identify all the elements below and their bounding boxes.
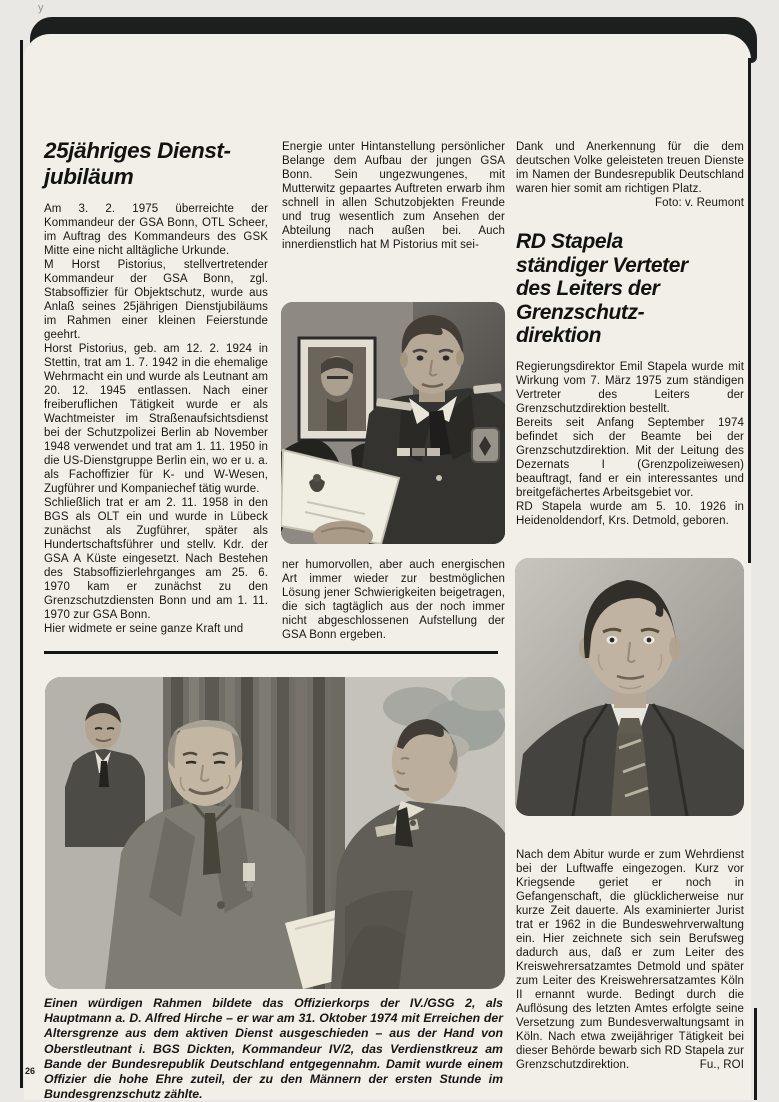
paragraph: Bereits seit Anfang September 1974 befindet sich der Beamte bei der Grenzschutzdirektion. Mit der Leitung des Dezernats I (Grenzpolizeiwesen) beauftragt, fand er ein interessantes und breitgefächertes Arbeitsgebiet vor. — [516, 416, 744, 499]
pistorius-certificate-photo — [281, 302, 505, 544]
paragraph: ner humorvollen, aber auch energischen Art immer wieder zur bestmöglichen Lösung jener Schwierigkeiten beigetragen, die sich tagtäglich aus der noch immer nicht abgeschlossenen Aufstellung der GSA Bonn ergeben. — [282, 559, 505, 641]
stapela-portrait-art — [515, 558, 744, 816]
article-title-jubilaeum — [44, 138, 268, 190]
pencil-mark: y — [38, 2, 44, 14]
paragraph: Hier widmete er seine ganze Kraft und — [44, 623, 244, 635]
closing-text: Dank und Anerkennung für die dem deutschen Volke geleisteten treuen Dienste im Namen der Bundesrepublik Deutschland waren hier somit am richtigen Platz. — [516, 141, 744, 195]
title-line: 25jähriges Dienst- — [44, 138, 231, 163]
photo-caption — [44, 996, 503, 1102]
paragraph: M Horst Pistorius, stellvertretender Kommandeur der GSA Bonn, zgl. Stabsoffizier für Objektschutz, wurde aus Anlaß seines 25jährigen Dienstjubiläums im Rahmen einer kleinen Feierstunde geehrt. — [44, 259, 268, 341]
page-left-border — [20, 40, 23, 1088]
title-line: Grenzschutz- — [516, 300, 645, 324]
title-line: direktion — [516, 324, 602, 347]
page-right-border-top — [748, 58, 751, 563]
column-right — [516, 140, 744, 528]
article-title-stapela — [516, 230, 744, 348]
paragraph: RD Stapela wurde am 5. 10. 1926 in Heidenoldendorf, Krs. Detmold, geboren. — [516, 500, 744, 527]
paragraph: Schließlich trat er am 2. 11. 1958 in den BGS als OLT ein und wurde in Lübeck zunächst als Zugführer, später als Hundertschaftsführer und stellv. Kdr. der GSA A Küste eingesetzt. Nach Bestehen des Stabsoffizierlehrganges am 25. 6. 1970 kam er zunächst zu den Grenzschutzdiensten Bonn und am 1. 11. 1970 zur GSA Bonn. — [44, 497, 268, 621]
title-line: des Leiters der — [516, 277, 660, 300]
caption-text: Einen würdigen Rahmen bildete das Offizierkorps der IV./GSG 2, als Hauptmann a. D. Alfred Hirche – er war am 31. Oktober 1974 mit Erreichen der Altersgrenze aus dem aktiven Dienst ausgeschieden – aus der Hand von Oberstleutnant i. BGS Dickten, Kommandeur IV/2, das Verdienstkreuz am Bande der Bundesrepublik Deutschland entgegennahm. Damit wurde einem Offizier die hohe Ehre zuteil, der zu den Männern der ersten Stunde im Bundesgrenzschutz zählte. — [44, 996, 503, 1102]
title-line: ständiger Verteter — [516, 253, 688, 277]
stapela-portrait-photo — [515, 558, 744, 816]
paragraph — [516, 140, 744, 209]
column-middle — [282, 140, 505, 252]
paragraph: Energie unter Hintanstellung persönlicher Belange dem Aufbau der jungen GSA Bonn. Sein ungezwungenes, mit Mutterwitz gepaartes Auftreten erwarb ihm schnell in allen Schutzobjekten Freunde und trug wesentlich zum Ansehen der Abteilung nach außen bei. Auch innerdienstlich hat M Pistorius mit sei- — [282, 141, 505, 251]
paragraph — [516, 848, 744, 1072]
paragraph: Am 3. 2. 1975 überreichte der Kommandeur der GSA Bonn, OTL Scheer, im Auftrag des Kommandeurs des GSK Mitte eine nicht alltägliche Urkunde. — [44, 203, 268, 257]
title-line: RD Stapela — [516, 230, 623, 253]
paragraph: Regierungsdirektor Emil Stapela wurde mit Wirkung vom 7. März 1975 zum ständigen Vertreter des Leiters der Grenzschutzdirektion bestellt. — [516, 360, 744, 415]
page-number: 26 — [25, 1066, 36, 1076]
page-right-border-bottom — [754, 1008, 757, 1100]
ceremony-photo-art — [45, 677, 505, 989]
column-right-lower — [516, 848, 744, 1072]
title-line: jubiläum — [44, 164, 134, 189]
pistorius-photo-art — [281, 302, 505, 544]
paragraph: Horst Pistorius, geb. am 12. 2. 1924 in Stettin, trat am 1. 7. 1942 in die ehemalige Wehrmacht ein und wurde als Leutnant am 20. 12. 1945 entlassen. Nach einer freiberuflichen Tätigkeit wurde er als Wachtmeister im Straßenaufsichtsdienst bei der Schutzpolizei Berlin ab November 1948 verwendet und trat am 1. 11. 1950 in die US-Dienstgruppe Berlin ein, wo er u. a. als Fachoffizier für K- und W-Wesen, Zugführer und Kompaniechef tätig wurde. — [44, 343, 268, 495]
ceremony-photo — [45, 677, 505, 989]
stapela-bio-text: Nach dem Abitur wurde er zum Wehrdienst bei der Luftwaffe eingezogen. Kurz vor Kriegsende geriet er noch in Gefangenschaft, die glücklicherweise nur kurze Zeit dauerte. Als examinierter Jurist trat er 1962 in die Bundeswehrverwaltung ein. Hier zeichnete sich sein Berufsweg dadurch aus, daß er zum Leiter des Kreiswehrersatzamtes Detmold und später zum Leiter des Kreiswehrersatzamtes Köln II ernannt wurde. Bedingt durch die Auflösung des letzten Amtes erfolgte seine Versetzung zum Bundesverwaltungsamt in Köln. Nach etwa zweijähriger Tätigkeit bei dieser Behörde bewarb sich RD Stapela zur Grenzschutzdirektion. — [516, 849, 744, 1071]
column-middle-lower — [282, 558, 505, 642]
column-left — [44, 138, 268, 636]
section-divider-rule — [44, 651, 498, 654]
byline: Fu., ROI — [699, 1059, 744, 1071]
photo-credit: Foto: v. Reumont — [655, 197, 744, 209]
